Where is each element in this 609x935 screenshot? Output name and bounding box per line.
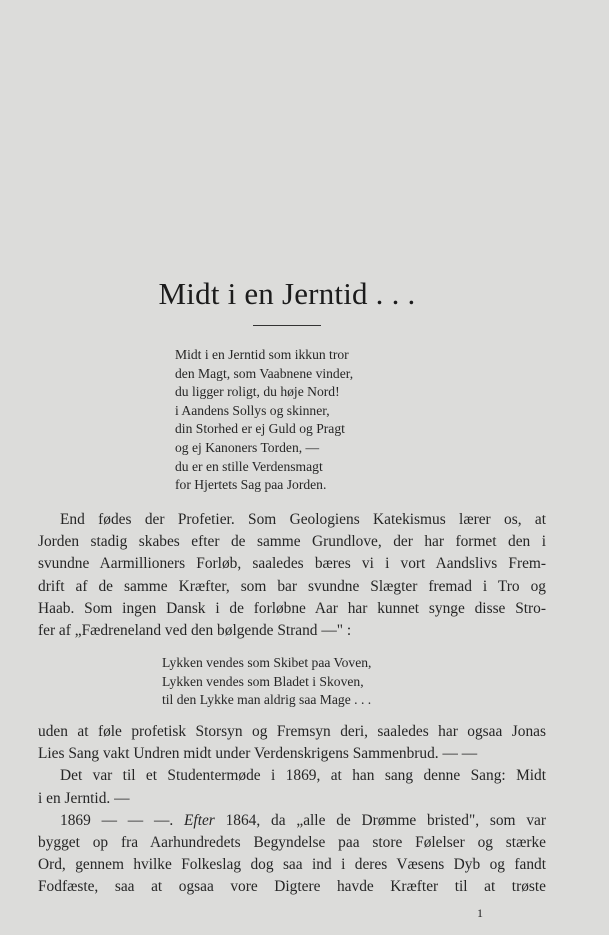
poem-line: du ligger roligt, du høje Nord! — [175, 384, 340, 400]
text-line: uden at føle profetisk Storsyn og Fremsyn deri, saaledes har ogsaa Jonas — [38, 723, 546, 740]
text-line: Ord, gennem hvilke Folkeslag dog saa ind i deres Væsens Dyb og fandt — [38, 856, 546, 874]
text-line — [38, 810, 546, 832]
quote-line: til den Lykke man aldrig saa Mage . . . — [162, 692, 372, 708]
text-span: 1864, da „alle de Drømme bristed", som var — [214, 811, 546, 829]
text-line: bygget op fra Aarhundredets Begyndelse paa store Følelser og stærke — [38, 833, 546, 851]
poem-line: den Magt, som Vaabnene vinder, — [175, 365, 354, 381]
chapter-title: Midt i en Jerntid . . . — [158, 276, 416, 311]
poem-line: din Storhed er ej Guld og Pragt — [175, 421, 345, 437]
text-line: drift af de samme Kræfter, som bar svundne Slægter fremad i Tro og — [38, 577, 546, 595]
poem-line: for Hjertets Sag paa Jorden. — [175, 477, 327, 493]
paragraph-2 — [38, 721, 546, 899]
italic-word: Efter — [184, 811, 215, 829]
page-number: 1 — [477, 906, 483, 920]
quoted-verse — [162, 654, 371, 710]
text-line: Fodfæste, saa at ogsaa vore Digtere havde Kræfter til at trøste — [38, 878, 546, 896]
quote-line: Lykken vendes som Skibet paa Voven, — [162, 655, 372, 670]
text-line: fer af „Fædreneland ved den bølgende Strand —" : — [38, 621, 352, 639]
text-line: Lies Sang vakt Undren midt under Verdenskrigens Sammenbrud. — — — [38, 745, 478, 763]
text-line: Haab. Som ingen Dansk i de forløbne Aar har kunnet synge disse Stro- — [38, 599, 546, 617]
title-divider — [253, 325, 321, 326]
paragraph-1 — [38, 509, 546, 642]
poem-stanza — [175, 346, 353, 495]
poem-line: du er en stille Verdensmagt — [175, 458, 323, 474]
poem-line: i Aandens Sollys og skinner, — [175, 402, 330, 418]
text-span: 1869 — — —. — [60, 811, 185, 829]
text-line: i en Jerntid. — — [38, 789, 130, 807]
quote-line: Lykken vendes som Bladet i Skoven, — [162, 673, 364, 689]
poem-line: Midt i en Jerntid som ikkun tror — [175, 347, 349, 362]
text-line: svundne Aarmillioners Forløb, saaledes bæres vi i vort Aandslivs Frem- — [38, 555, 546, 573]
text-line: Det var til et Studentermøde i 1869, at han sang denne Sang: Midt — [60, 767, 546, 785]
text-line: Jorden stadig skabes efter de samme Grundlove, der har formet den i — [38, 533, 546, 551]
poem-line: og ej Kanoners Torden, — — [175, 439, 320, 455]
text-line: End fødes der Profetier. Som Geologiens Katekismus lærer os, at — [60, 511, 546, 528]
